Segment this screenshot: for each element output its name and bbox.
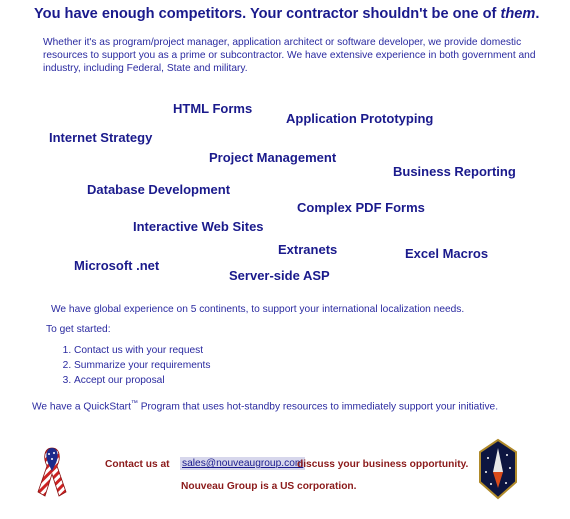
- service-database-development: Database Development: [87, 182, 231, 197]
- get-started-steps: [46, 343, 210, 388]
- service-server-side-asp: Server-side ASP: [229, 268, 330, 283]
- service-microsoft-net: Microsoft .net: [74, 258, 160, 273]
- trademark-symbol: ™: [130, 400, 138, 407]
- step-item: 3. Accept our proposal: [74, 373, 210, 388]
- mission-patch-icon: [476, 438, 520, 500]
- service-internet-strategy: Internet Strategy: [49, 130, 153, 145]
- quickstart-text: [32, 400, 498, 412]
- contact-suffix: discuss your business opportunity.: [297, 459, 469, 470]
- quickstart-before: We have a QuickStart: [32, 401, 131, 413]
- service-extranets: Extranets: [278, 242, 338, 257]
- us-corporation-note: Nouveau Group is a US corporation.: [181, 481, 357, 492]
- intro-paragraph: Whether it's as program/project manager, application architect or software developer, we provide domestic resources to support you as a prime or subcontractor. We have extensive experience in both government and industry, including Federal, State and military.: [43, 37, 536, 75]
- sales-email-link[interactable]: sales@nouveaugroup.com: [182, 458, 304, 469]
- headline-end: .: [535, 6, 540, 22]
- service-business-reporting: Business Reporting: [393, 164, 516, 179]
- service-complex-pdf-forms: Complex PDF Forms: [297, 200, 425, 215]
- step-item: 2. Summarize your requirements: [74, 358, 210, 373]
- headline-emphasis: them: [500, 6, 536, 22]
- service-excel-macros: Excel Macros: [405, 246, 489, 261]
- get-started-label: To get started:: [46, 324, 111, 335]
- global-experience-text: We have global experience on 5 continents, to support your international localization needs.: [51, 304, 465, 315]
- quickstart-after: Program that uses hot-standby resources to immediately support your initiative.: [137, 401, 499, 413]
- contact-prefix: Contact us at: [105, 459, 170, 470]
- headline: [34, 6, 539, 22]
- service-project-management: Project Management: [209, 150, 337, 165]
- ribbon-icon: [34, 444, 70, 500]
- service-interactive-web-sites: Interactive Web Sites: [133, 219, 264, 234]
- service-html-forms: HTML Forms: [173, 101, 253, 116]
- service-application-prototyping: Application Prototyping: [286, 111, 434, 126]
- headline-text: You have enough competitors. Your contractor shouldn't be one of: [34, 6, 501, 22]
- step-item: 1. Contact us with your request: [74, 343, 210, 358]
